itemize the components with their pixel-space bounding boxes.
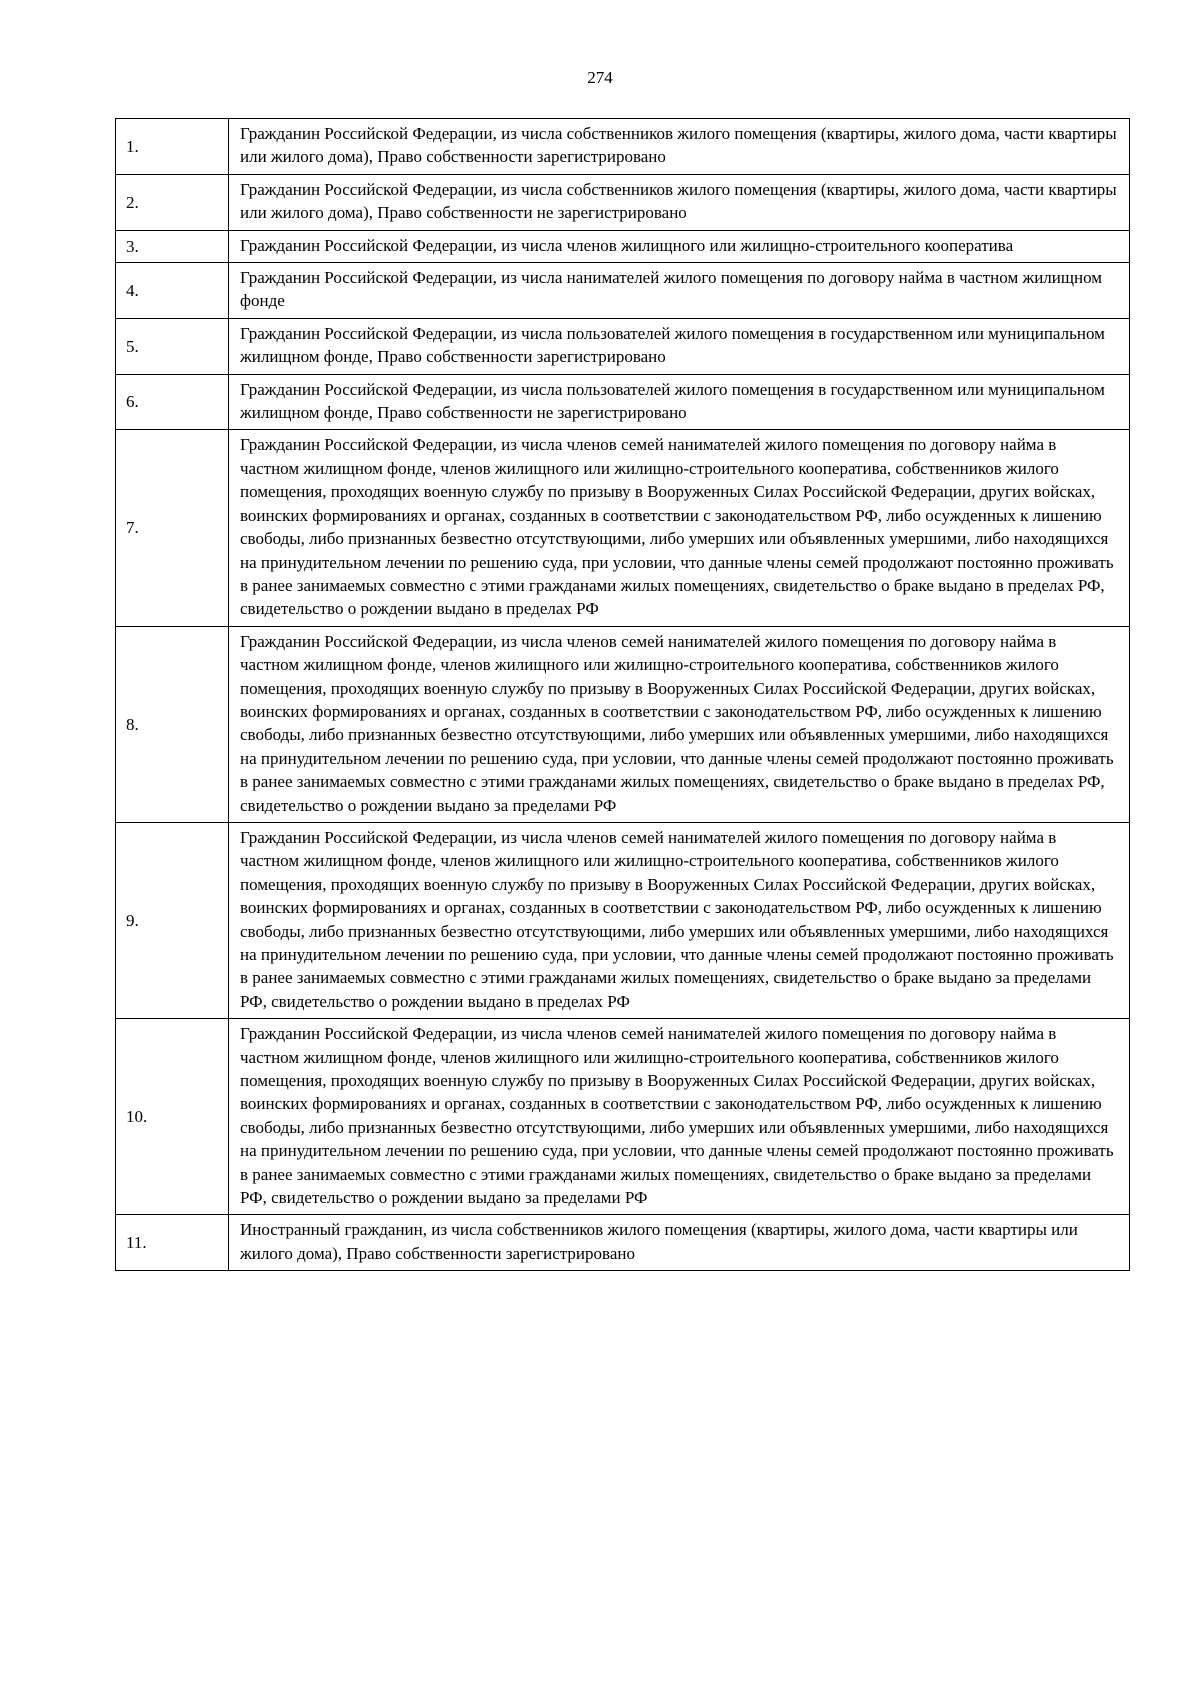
row-description: Гражданин Российской Федерации, из числа нанимателей жилого помещения по договору найма в частном жилищном фонде <box>229 263 1130 319</box>
row-description: Иностранный гражданин, из числа собственников жилого помещения (квартиры, жилого дома, части квартиры или жилого дома), Право собственности зарегистрировано <box>229 1215 1130 1271</box>
table-row <box>116 318 1130 374</box>
row-number: 10. <box>116 1019 229 1215</box>
row-number: 5. <box>116 318 229 374</box>
table-row <box>116 174 1130 230</box>
table-row <box>116 626 1130 822</box>
table-row <box>116 263 1130 319</box>
row-description: Гражданин Российской Федерации, из числа собственников жилого помещения (квартиры, жилого дома, части квартиры или жилого дома), Право собственности не зарегистрировано <box>229 174 1130 230</box>
row-number: 6. <box>116 374 229 430</box>
row-description: Гражданин Российской Федерации, из числа пользователей жилого помещения в государственном или муниципальном жилищном фонде, Право собственности зарегистрировано <box>229 318 1130 374</box>
row-number: 7. <box>116 430 229 626</box>
table-row <box>116 374 1130 430</box>
row-number: 4. <box>116 263 229 319</box>
category-table <box>115 118 1130 1271</box>
table-row <box>116 1019 1130 1215</box>
table-row <box>116 119 1130 175</box>
row-number: 11. <box>116 1215 229 1271</box>
row-number: 1. <box>116 119 229 175</box>
table-row <box>116 230 1130 262</box>
row-number: 9. <box>116 822 229 1018</box>
row-number: 3. <box>116 230 229 262</box>
table-row <box>116 822 1130 1018</box>
row-description: Гражданин Российской Федерации, из числа собственников жилого помещения (квартиры, жилого дома, части квартиры или жилого дома), Право собственности зарегистрировано <box>229 119 1130 175</box>
row-description: Гражданин Российской Федерации, из числа членов семей нанимателей жилого помещения по договору найма в частном жилищном фонде, членов жилищного или жилищно-строительного кооператива, собственников жилого помещения, проходящих военную службу по призыву в Вооруженных Силах Российской Федерации, других войсках, воинских формированиях и органах, созданных в соответствии с законодательством РФ, либо осужденных к лишению свободы, либо признанных безвестно отсутствующими, либо умерших или объявленных умершими, либо находящихся на принудительном лечении по решению суда, при условии, что данные члены семей продолжают постоянно проживать в ранее занимаемых совместно с этими гражданами жилых помещениях, свидетельство о браке выдано в пределах РФ, свидетельство о рождении выдано за пределами РФ <box>229 626 1130 822</box>
row-description: Гражданин Российской Федерации, из числа членов семей нанимателей жилого помещения по договору найма в частном жилищном фонде, членов жилищного или жилищно-строительного кооператива, собственников жилого помещения, проходящих военную службу по призыву в Вооруженных Силах Российской Федерации, других войсках, воинских формированиях и органах, созданных в соответствии с законодательством РФ, либо осужденных к лишению свободы, либо признанных безвестно отсутствующими, либо умерших или объявленных умершими, либо находящихся на принудительном лечении по решению суда, при условии, что данные члены семей продолжают постоянно проживать в ранее занимаемых совместно с этими гражданами жилых помещениях, свидетельство о браке выдано за пределами РФ, свидетельство о рождении выдано в пределах РФ <box>229 822 1130 1018</box>
row-number: 2. <box>116 174 229 230</box>
row-description: Гражданин Российской Федерации, из числа членов семей нанимателей жилого помещения по договору найма в частном жилищном фонде, членов жилищного или жилищно-строительного кооператива, собственников жилого помещения, проходящих военную службу по призыву в Вооруженных Силах Российской Федерации, других войсках, воинских формированиях и органах, созданных в соответствии с законодательством РФ, либо осужденных к лишению свободы, либо признанных безвестно отсутствующими, либо умерших или объявленных умершими, либо находящихся на принудительном лечении по решению суда, при условии, что данные члены семей продолжают постоянно проживать в ранее занимаемых совместно с этими гражданами жилых помещениях, свидетельство о браке выдано за пределами РФ, свидетельство о рождении выдано за пределами РФ <box>229 1019 1130 1215</box>
row-description: Гражданин Российской Федерации, из числа членов семей нанимателей жилого помещения по договору найма в частном жилищном фонде, членов жилищного или жилищно-строительного кооператива, собственников жилого помещения, проходящих военную службу по призыву в Вооруженных Силах Российской Федерации, других войсках, воинских формированиях и органах, созданных в соответствии с законодательством РФ, либо осужденных к лишению свободы, либо признанных безвестно отсутствующими, либо умерших или объявленных умершими, либо находящихся на принудительном лечении по решению суда, при условии, что данные члены семей продолжают постоянно проживать в ранее занимаемых совместно с этими гражданами жилых помещениях, свидетельство о браке выдано в пределах РФ, свидетельство о рождении выдано в пределах РФ <box>229 430 1130 626</box>
row-description: Гражданин Российской Федерации, из числа пользователей жилого помещения в государственном или муниципальном жилищном фонде, Право собственности не зарегистрировано <box>229 374 1130 430</box>
table-row <box>116 430 1130 626</box>
page-number: 274 <box>587 68 613 87</box>
row-number: 8. <box>116 626 229 822</box>
row-description: Гражданин Российской Федерации, из числа членов жилищного или жилищно-строительного кооператива <box>229 230 1130 262</box>
table-row <box>116 1215 1130 1271</box>
